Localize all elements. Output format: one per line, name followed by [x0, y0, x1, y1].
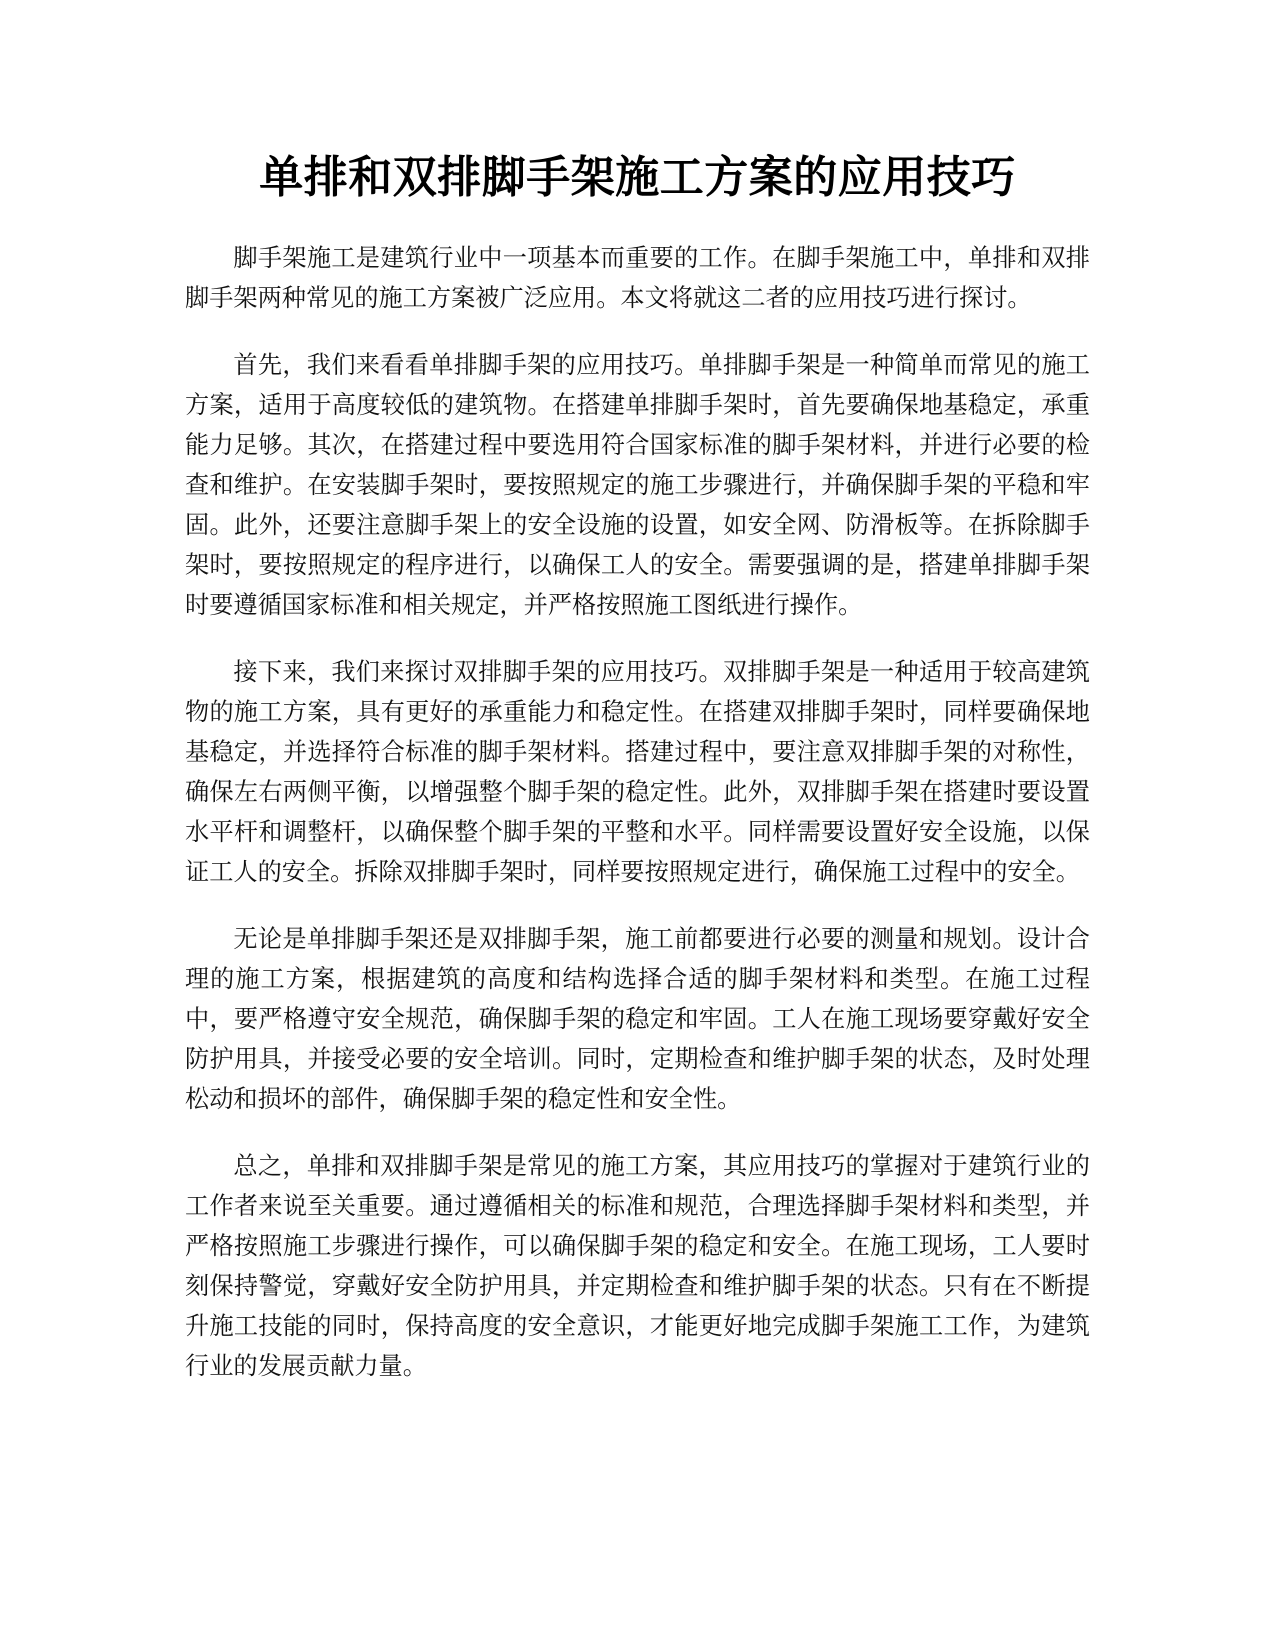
document-title: 单排和双排脚手架施工方案的应用技巧: [259, 152, 1016, 203]
paragraph-intro: 脚手架施工是建筑行业中一项基本而重要的工作。在脚手架施工中，单排和双排脚手架两种常见的施工方案被广泛应用。本文将就这二者的应用技巧进行探讨。: [185, 244, 1090, 312]
paragraph-single-row: 首先，我们来看看单排脚手架的应用技巧。单排脚手架是一种简单而常见的施工方案，适用于高度较低的建筑物。在搭建单排脚手架时，首先要确保地基稳定，承重能力足够。其次，在搭建过程中要选用符合国家标准的脚手架材料，并进行必要的检查和维护。在安装脚手架时，要按照规定的施工步骤进行，并确保脚手架的平稳和牢固。此外，还要注意脚手架上的安全设施的设置，如安全网、防滑板等。在拆除脚手架时，要按照规定的程序进行，以确保工人的安全。需要强调的是，搭建单排脚手架时要遵循国家标准和相关规定，并严格按照施工图纸进行操作。: [185, 351, 1090, 619]
paragraph-double-row: 接下来，我们来探讨双排脚手架的应用技巧。双排脚手架是一种适用于较高建筑物的施工方案，具有更好的承重能力和稳定性。在搭建双排脚手架时，同样要确保地基稳定，并选择符合标准的脚手架材料。搭建过程中，要注意双排脚手架的对称性，确保左右两侧平衡，以增强整个脚手架的稳定性。此外，双排脚手架在搭建时要设置水平杆和调整杆，以确保整个脚手架的平整和水平。同样需要设置好安全设施，以保证工人的安全。拆除双排脚手架时，同样要按照规定进行，确保施工过程中的安全。: [185, 658, 1090, 886]
paragraph-conclusion: 总之，单排和双排脚手架是常见的施工方案，其应用技巧的掌握对于建筑行业的工作者来说至关重要。通过遵循相关的标准和规范，合理选择脚手架材料和类型，并严格按照施工步骤进行操作，可以确保脚手架的稳定和安全。在施工现场，工人要时刻保持警觉，穿戴好安全防护用具，并定期检查和维护脚手架的状态。只有在不断提升施工技能的同时，保持高度的安全意识，才能更好地完成脚手架施工工作，为建筑行业的发展贡献力量。: [185, 1152, 1090, 1380]
paragraph-planning: 无论是单排脚手架还是双排脚手架，施工前都要进行必要的测量和规划。设计合理的施工方案，根据建筑的高度和结构选择合适的脚手架材料和类型。在施工过程中，要严格遵守安全规范，确保脚手架的稳定和牢固。工人在施工现场要穿戴好安全防护用具，并接受必要的安全培训。同时，定期检查和维护脚手架的状态，及时处理松动和损坏的部件，确保脚手架的稳定性和安全性。: [185, 925, 1090, 1113]
document-body: [185, 238, 1090, 1413]
